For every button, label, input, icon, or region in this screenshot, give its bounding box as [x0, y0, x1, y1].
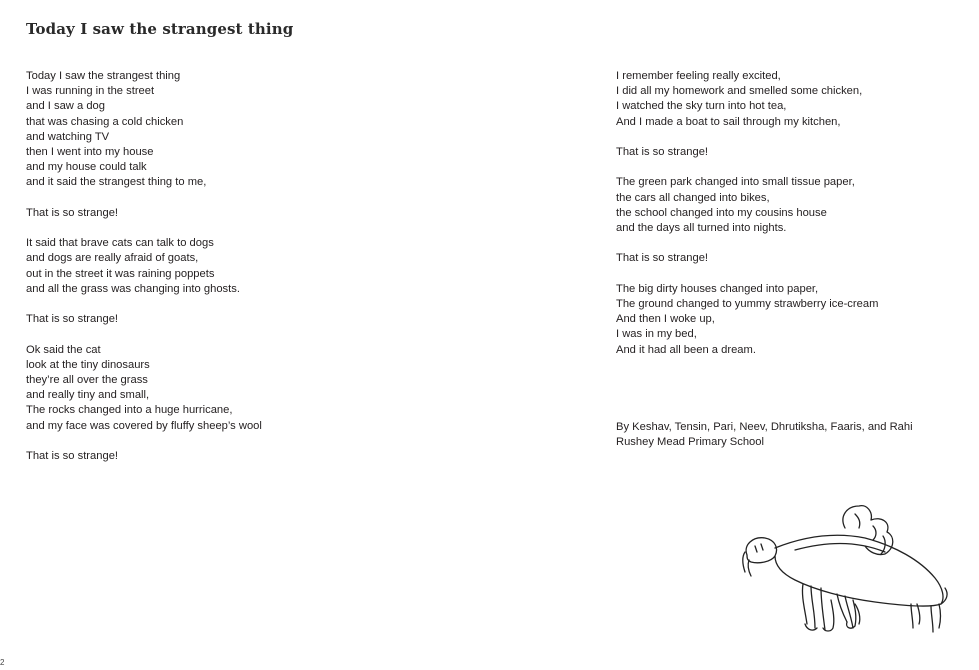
school-name: Rushey Mead Primary School [616, 436, 764, 449]
poem-line: and my house could talk [26, 161, 147, 174]
poem-title: Today I saw the strangest thing [26, 20, 294, 38]
page-number: 2 [0, 658, 5, 667]
poem-line: And I made a boat to sail through my kitchen, [616, 115, 841, 128]
poem-line: and really tiny and small, [26, 389, 150, 402]
poem-line: Today I saw the strangest thing [26, 70, 181, 82]
right-stanza [616, 251, 956, 266]
poem-line: the school changed into my cousins house [616, 206, 827, 219]
poem-line: out in the street it was raining poppets [26, 267, 215, 280]
author-credit: By Keshav, Tensin, Pari, Neev, Dhrutiksha, Faaris, and Rahi [616, 421, 913, 433]
left-stanza [26, 312, 356, 327]
poem-line: look at the tiny dinosaurs [26, 358, 150, 371]
poem-line: I was running in the street [26, 85, 155, 98]
poem-line: And it had all been a dream. [616, 343, 756, 356]
poem-line: The green park changed into small tissue paper, [616, 176, 855, 189]
credits [616, 420, 913, 450]
poem-line: The ground changed to yummy strawberry ice-cream [616, 297, 879, 310]
poem-line: and dogs are really afraid of goats, [26, 252, 199, 265]
left-stanza [26, 69, 356, 191]
poem-line: And then I woke up, [616, 313, 715, 326]
poem-line: Ok said the cat [26, 343, 101, 356]
poem-line: I did all my homework and smelled some chicken, [616, 85, 863, 98]
poem-line: I was in my bed, [616, 328, 697, 341]
poem-line: they’re all over the grass [26, 374, 148, 386]
poem-line: and it said the strangest thing to me, [26, 176, 207, 189]
animal-drawing-icon [735, 500, 955, 645]
poem-line: and the days all turned into nights. [616, 222, 787, 234]
left-stanza [26, 449, 356, 464]
poem-left-column [26, 69, 356, 479]
poem-line: and all the grass was changing into ghosts. [26, 282, 240, 295]
poem-line: and my face was covered by fluffy sheep’s wool [26, 419, 262, 432]
poem-line: That is so strange! [26, 313, 119, 326]
poem-line: That is so strange! [616, 146, 709, 158]
right-stanza [616, 69, 956, 130]
poem-line: The rocks changed into a huge hurricane, [26, 404, 233, 417]
poem-line: It said that brave cats can talk to dogs [26, 237, 214, 250]
poem-line: I watched the sky turn into hot tea, [616, 100, 787, 113]
left-stanza [26, 343, 356, 434]
right-stanza [616, 282, 956, 358]
poem-line: I remember feeling really excited, [616, 70, 781, 82]
poem-right-column [616, 69, 956, 373]
poem-line: That is so strange! [26, 206, 119, 219]
poem-line: and watching TV [26, 130, 110, 143]
poem-line: That is so strange! [26, 450, 119, 462]
poem-line: that was chasing a cold chicken [26, 115, 184, 128]
poem-line: the cars all changed into bikes, [616, 191, 770, 204]
right-stanza [616, 145, 956, 160]
poem-line: then I went into my house [26, 146, 154, 159]
left-stanza [26, 206, 356, 221]
right-stanza [616, 175, 956, 236]
left-stanza [26, 236, 356, 297]
poem-line: and I saw a dog [26, 100, 105, 113]
poem-line: The big dirty houses changed into paper, [616, 282, 819, 295]
poem-line: That is so strange! [616, 252, 709, 265]
